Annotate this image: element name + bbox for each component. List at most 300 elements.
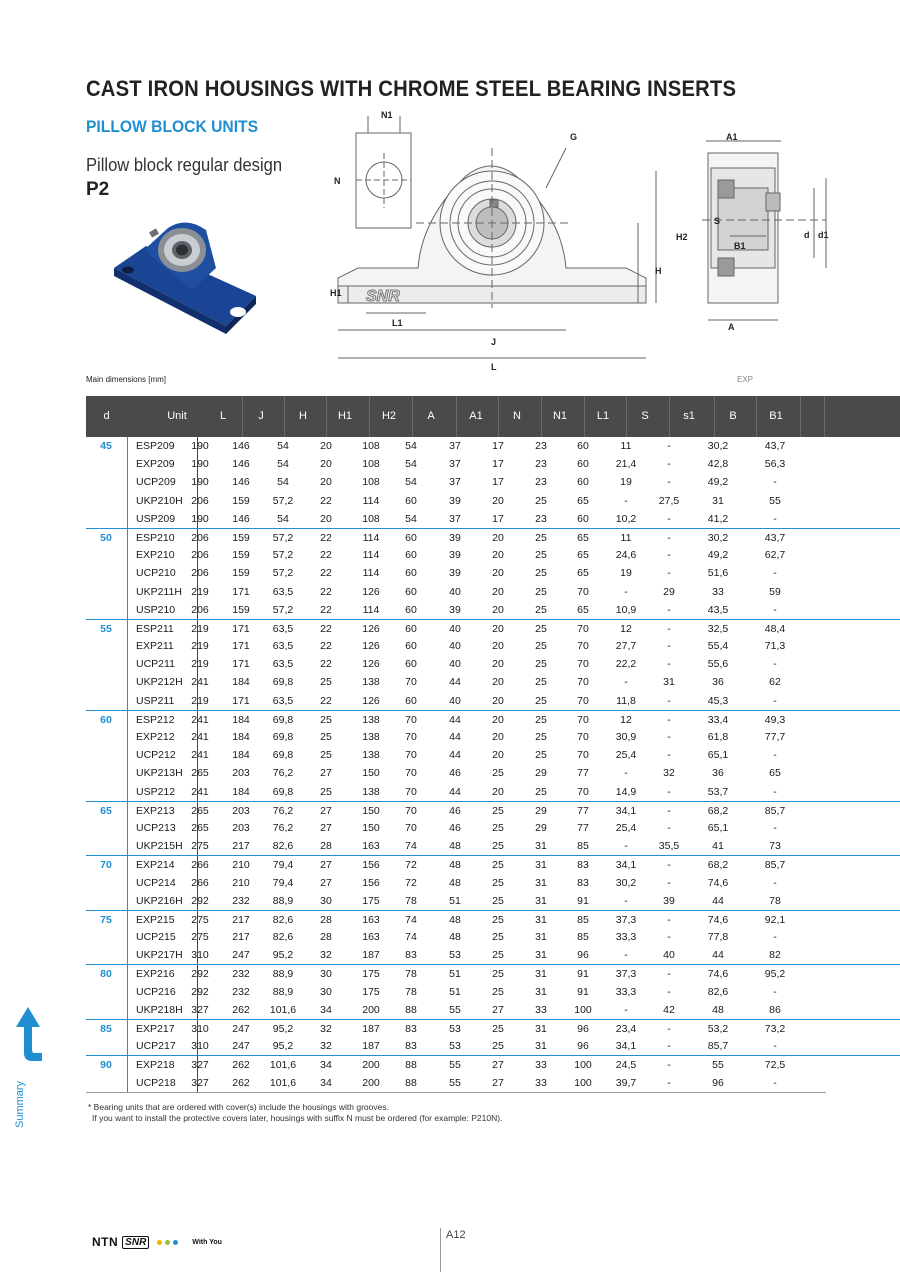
- cell-h2: 163: [362, 913, 380, 926]
- cell-l: 219: [191, 694, 209, 707]
- cell-h: 88,9: [272, 894, 294, 907]
- cell-a1: 55: [449, 1059, 461, 1072]
- cell-h1: 25: [320, 785, 332, 798]
- column-header-b1: B1: [769, 410, 783, 422]
- cell-a1: 37: [449, 458, 461, 471]
- cell-l1: 85: [577, 913, 589, 926]
- cell-h1: 25: [320, 731, 332, 743]
- unit-code: ESP212: [136, 713, 175, 726]
- unit-code: USP209: [136, 512, 176, 525]
- cell-n: 25: [492, 1023, 504, 1035]
- cell-h2: 126: [362, 585, 380, 598]
- cell-n: 25: [492, 804, 504, 817]
- cell-l: 265: [191, 767, 209, 780]
- cell-s: 30,2: [615, 876, 637, 889]
- cell-l: 266: [191, 876, 209, 889]
- cell-h1: 25: [320, 676, 332, 689]
- cell-s: -: [624, 676, 628, 689]
- cell-b1: 43,7: [764, 440, 786, 452]
- cell-a: 78: [405, 894, 417, 907]
- cell-a1: 55: [449, 1003, 461, 1016]
- cell-b: 44: [712, 894, 724, 907]
- cell-n: 25: [492, 1040, 504, 1053]
- cell-a1: 51: [449, 894, 461, 907]
- cell-h2: 200: [362, 1003, 380, 1016]
- column-header-l1: L1: [596, 410, 610, 422]
- cell-j: 171: [232, 622, 250, 635]
- cell-b: 33: [712, 585, 724, 598]
- label-a: A: [728, 322, 735, 332]
- cell-h1: 22: [320, 640, 332, 653]
- cell-l1: 100: [574, 1059, 592, 1072]
- cell-l: 241: [191, 749, 209, 762]
- cell-n: 20: [492, 567, 504, 580]
- cell-h2: 114: [362, 567, 380, 580]
- cell-h: 95,2: [272, 949, 294, 962]
- cell-s: 19: [620, 567, 632, 580]
- cell-s: 23,4: [615, 1023, 637, 1035]
- unit-code: EXP216: [136, 968, 175, 981]
- cell-l: 266: [191, 859, 209, 872]
- cell-h2: 108: [362, 440, 380, 452]
- cell-n: 17: [492, 476, 504, 489]
- cell-a1: 40: [449, 640, 461, 653]
- cell-a1: 39: [449, 567, 461, 580]
- cell-n1: 29: [535, 821, 547, 834]
- cell-s: -: [624, 494, 628, 507]
- cell-j: 159: [232, 603, 250, 616]
- cell-j: 203: [232, 767, 250, 780]
- cell-l1: 70: [577, 731, 589, 743]
- unit-code: UCP214: [136, 876, 176, 889]
- cell-s: -: [624, 767, 628, 780]
- cell-s: 39,7: [615, 1076, 637, 1089]
- cell-a: 74: [405, 840, 417, 853]
- label-b1: B1: [734, 241, 746, 251]
- cell-h2: 138: [362, 785, 380, 798]
- table-row: [86, 673, 900, 691]
- table-row: [86, 801, 900, 819]
- cell-a: 60: [405, 622, 417, 635]
- cell-a1: 48: [449, 913, 461, 926]
- unit-code: ESP209: [136, 440, 175, 452]
- cell-n1: 31: [535, 931, 547, 944]
- cell-b1: -: [773, 567, 777, 580]
- cell-n1: 25: [535, 640, 547, 653]
- cell-n1: 31: [535, 1040, 547, 1053]
- cell-j: 171: [232, 658, 250, 671]
- bore-diameter: 50: [100, 531, 112, 544]
- cell-n1: 25: [535, 731, 547, 743]
- cell-a: 70: [405, 731, 417, 743]
- unit-code: USP210: [136, 603, 176, 616]
- cell-a1: 40: [449, 658, 461, 671]
- cell-n: 17: [492, 458, 504, 471]
- cell-b1: 77,7: [764, 731, 786, 743]
- cell-a: 70: [405, 749, 417, 762]
- table-row: [86, 510, 900, 528]
- cell-s: 33,3: [615, 931, 637, 944]
- cell-h: 76,2: [272, 804, 294, 817]
- cell-j: 171: [232, 694, 250, 707]
- cell-n1: 33: [535, 1076, 547, 1089]
- table-row: [86, 728, 900, 746]
- cell-h1: 20: [320, 440, 332, 452]
- cell-j: 184: [232, 731, 250, 743]
- footnote-line-2: If you want to install the protective covers later, housings with suffix N must be ordered (for example: P210N).: [92, 1113, 503, 1123]
- brand-emboss: SNR: [366, 288, 400, 305]
- cell-l1: 70: [577, 694, 589, 707]
- header-divider: [756, 396, 757, 437]
- cell-h: 88,9: [272, 968, 294, 981]
- cell-n1: 25: [535, 549, 547, 562]
- table-row: [86, 837, 900, 855]
- unit-code: UKP216H: [136, 894, 183, 907]
- cell-n: 20: [492, 694, 504, 707]
- yellow-dot: [157, 1240, 162, 1245]
- cell-l: 275: [191, 931, 209, 944]
- cell-b: 65,1: [707, 749, 729, 762]
- cell-h: 76,2: [272, 821, 294, 834]
- cell-l1: 60: [577, 458, 589, 471]
- cell-h: 82,6: [272, 840, 294, 853]
- table-row: [86, 783, 900, 801]
- unit-code: UKP212H: [136, 676, 183, 689]
- unit-code: UCP216: [136, 985, 176, 998]
- cell-j: 262: [232, 1003, 250, 1016]
- cell-l1: 96: [577, 949, 589, 962]
- cell-b1: -: [773, 658, 777, 671]
- cell-a1: 53: [449, 949, 461, 962]
- cell-s1: -: [667, 1040, 671, 1053]
- unit-code: UKP211H: [136, 585, 182, 598]
- cell-b: 41,2: [707, 512, 729, 525]
- unit-code: UCP211: [136, 658, 175, 671]
- cell-h: 82,6: [272, 931, 294, 944]
- cell-n1: 25: [535, 603, 547, 616]
- cell-h2: 200: [362, 1076, 380, 1089]
- cell-h2: 175: [362, 985, 380, 998]
- cell-h1: 34: [320, 1003, 332, 1016]
- cell-l1: 70: [577, 622, 589, 635]
- header-divider: [498, 396, 499, 437]
- cell-l: 241: [191, 731, 209, 743]
- cell-n: 25: [492, 767, 504, 780]
- cell-a1: 48: [449, 859, 461, 872]
- cell-b: 77,8: [707, 931, 729, 944]
- cell-s1: -: [667, 913, 671, 926]
- cell-n: 25: [492, 840, 504, 853]
- unit-code: UKP210H: [136, 494, 183, 507]
- cell-l1: 65: [577, 531, 589, 544]
- cell-n1: 31: [535, 840, 547, 853]
- cell-s1: -: [667, 749, 671, 762]
- cell-h: 57,2: [272, 494, 294, 507]
- cell-a1: 44: [449, 785, 461, 798]
- table-row: [86, 692, 900, 710]
- cell-h1: 22: [320, 549, 332, 562]
- cell-b1: 73: [769, 840, 781, 853]
- unit-code: EXP215: [136, 913, 175, 926]
- cell-j: 247: [232, 949, 250, 962]
- column-header-s1: s1: [683, 410, 695, 422]
- cell-s: 19: [620, 476, 632, 489]
- cell-a: 83: [405, 1023, 417, 1035]
- table-row: [86, 983, 900, 1001]
- cell-h1: 30: [320, 894, 332, 907]
- footer-brand: [92, 1234, 222, 1250]
- cell-l: 310: [191, 1040, 209, 1053]
- cell-a: 88: [405, 1076, 417, 1089]
- cell-a1: 39: [449, 531, 461, 544]
- cell-h1: 25: [320, 749, 332, 762]
- cell-j: 146: [232, 476, 250, 489]
- cell-s1: -: [667, 859, 671, 872]
- table-row: [86, 546, 900, 564]
- table-row: [86, 764, 900, 782]
- cell-n: 20: [492, 749, 504, 762]
- header-divider: [242, 396, 243, 437]
- cell-b1: 55: [769, 494, 781, 507]
- unit-code: UKP218H: [136, 1003, 183, 1016]
- cell-h1: 32: [320, 949, 332, 962]
- cell-h2: 108: [362, 512, 380, 525]
- cell-s1: -: [667, 512, 671, 525]
- cell-a: 60: [405, 658, 417, 671]
- cell-a1: 44: [449, 713, 461, 726]
- cell-b: 55,4: [707, 640, 729, 653]
- cell-a: 72: [405, 876, 417, 889]
- cell-h2: 150: [362, 767, 380, 780]
- cell-n: 25: [492, 913, 504, 926]
- cell-a: 70: [405, 676, 417, 689]
- cell-s1: -: [667, 694, 671, 707]
- cell-a: 60: [405, 494, 417, 507]
- cell-h1: 20: [320, 512, 332, 525]
- cell-b1: 56,3: [764, 458, 786, 471]
- cell-n1: 25: [535, 658, 547, 671]
- cell-n1: 25: [535, 494, 547, 507]
- cell-n1: 23: [535, 512, 547, 525]
- cell-l: 275: [191, 913, 209, 926]
- cell-a: 70: [405, 713, 417, 726]
- unit-code: UCP217: [136, 1040, 176, 1053]
- cell-h1: 22: [320, 567, 332, 580]
- cell-h2: 138: [362, 713, 380, 726]
- cell-b: 30,2: [707, 440, 729, 452]
- cell-l: 292: [191, 968, 209, 981]
- cell-l1: 60: [577, 476, 589, 489]
- unit-code: EXP211: [136, 640, 174, 653]
- cell-n1: 31: [535, 1023, 547, 1035]
- cell-s: 37,3: [615, 968, 637, 981]
- cell-l: 190: [191, 440, 209, 452]
- cell-a: 54: [405, 440, 417, 452]
- cell-l: 219: [191, 640, 209, 653]
- cell-l: 206: [191, 531, 209, 544]
- summary-arrow-icon[interactable]: [10, 1005, 46, 1065]
- cell-s1: -: [667, 658, 671, 671]
- table-row: [86, 819, 900, 837]
- cell-j: 203: [232, 804, 250, 817]
- cell-h: 54: [277, 458, 289, 471]
- cell-l1: 91: [577, 968, 589, 981]
- cell-s1: -: [667, 1023, 671, 1035]
- cell-s1: -: [667, 567, 671, 580]
- cell-h2: 138: [362, 749, 380, 762]
- cell-j: 217: [232, 913, 250, 926]
- cell-s1: -: [667, 531, 671, 544]
- cell-l1: 83: [577, 859, 589, 872]
- brand-dots-icon: [157, 1240, 178, 1245]
- cell-l: 190: [191, 458, 209, 471]
- header-divider: [584, 396, 585, 437]
- cell-s: 11: [620, 531, 632, 544]
- unit-code: EXP213: [136, 804, 175, 817]
- cell-a1: 40: [449, 585, 461, 598]
- cell-a1: 53: [449, 1040, 461, 1053]
- cell-s: -: [624, 949, 628, 962]
- table-row: [86, 855, 900, 873]
- cell-s: 33,3: [615, 985, 637, 998]
- cell-n: 17: [492, 512, 504, 525]
- cell-s: 22,2: [615, 658, 637, 671]
- cell-j: 210: [232, 859, 250, 872]
- cell-l: 190: [191, 476, 209, 489]
- cell-n1: 31: [535, 949, 547, 962]
- cell-l: 241: [191, 676, 209, 689]
- cell-a1: 48: [449, 931, 461, 944]
- column-header-n: N: [513, 410, 521, 422]
- cell-a: 54: [405, 476, 417, 489]
- cell-h2: 163: [362, 931, 380, 944]
- cell-l1: 70: [577, 713, 589, 726]
- cell-n: 25: [492, 821, 504, 834]
- column-header-h1: H1: [337, 410, 353, 422]
- unit-code: UCP215: [136, 931, 176, 944]
- cell-h2: 126: [362, 640, 380, 653]
- cell-s1: 31: [663, 676, 675, 689]
- bore-diameter: 90: [100, 1059, 112, 1072]
- cell-j: 184: [232, 785, 250, 798]
- cell-s1: -: [667, 622, 671, 635]
- cell-h1: 30: [320, 985, 332, 998]
- table-row: [86, 528, 900, 546]
- cell-n: 20: [492, 603, 504, 616]
- cell-h2: 108: [362, 458, 380, 471]
- cell-s: -: [624, 1003, 628, 1016]
- cell-n: 25: [492, 949, 504, 962]
- cell-b: 43,5: [707, 603, 729, 616]
- cell-s1: 39: [663, 894, 675, 907]
- cell-s: 10,9: [615, 603, 637, 616]
- cell-j: 232: [232, 894, 250, 907]
- cell-b: 74,6: [707, 913, 729, 926]
- cell-b: 74,6: [707, 968, 729, 981]
- cell-b1: 73,2: [764, 1023, 786, 1035]
- cell-n1: 25: [535, 585, 547, 598]
- cell-h1: 22: [320, 603, 332, 616]
- column-header-n1: N1: [552, 410, 568, 422]
- cell-n1: 23: [535, 458, 547, 471]
- cell-h2: 108: [362, 476, 380, 489]
- cell-a1: 39: [449, 603, 461, 616]
- cell-b1: 48,4: [764, 622, 786, 635]
- column-header-j: J: [258, 410, 264, 422]
- cell-a1: 48: [449, 876, 461, 889]
- cell-h2: 163: [362, 840, 380, 853]
- cell-l: 310: [191, 949, 209, 962]
- cell-a: 83: [405, 949, 417, 962]
- unit-code: EXP214: [136, 859, 175, 872]
- cell-n: 25: [492, 894, 504, 907]
- cell-h: 69,8: [272, 713, 294, 726]
- cell-b1: 71,3: [764, 640, 786, 653]
- table-row: [86, 601, 900, 619]
- label-l1: L1: [392, 318, 403, 328]
- cell-b: 30,2: [707, 531, 729, 544]
- cell-n1: 31: [535, 968, 547, 981]
- cell-h1: 22: [320, 494, 332, 507]
- cell-h1: 27: [320, 859, 332, 872]
- column-header-s: S: [641, 410, 649, 422]
- unit-code: EXP217: [136, 1023, 175, 1035]
- cell-a1: 55: [449, 1076, 461, 1089]
- label-l: L: [491, 362, 497, 372]
- label-n: N: [334, 176, 341, 186]
- exp-label: EXP: [737, 375, 754, 384]
- cell-h: 69,8: [272, 785, 294, 798]
- cell-b1: 49,3: [764, 713, 786, 726]
- table-row: [86, 619, 900, 637]
- table-row: [86, 1001, 900, 1019]
- cell-a: 60: [405, 603, 417, 616]
- cell-h1: 22: [320, 531, 332, 544]
- cell-s: -: [624, 894, 628, 907]
- summary-link[interactable]: Summary: [14, 1080, 26, 1128]
- table-row: [86, 1074, 900, 1092]
- cell-h2: 126: [362, 622, 380, 635]
- cell-b1: 59: [769, 585, 781, 598]
- cell-a: 88: [405, 1059, 417, 1072]
- header-divider: [669, 396, 670, 437]
- cell-n1: 25: [535, 531, 547, 544]
- unit-code: EXP209: [136, 458, 175, 471]
- cell-a: 72: [405, 859, 417, 872]
- cell-b: 36: [712, 767, 724, 780]
- cell-b: 53,2: [707, 1023, 729, 1035]
- cell-l1: 100: [574, 1076, 592, 1089]
- cell-s: 34,1: [615, 804, 637, 817]
- cell-a1: 44: [449, 749, 461, 762]
- cell-s1: 40: [663, 949, 675, 962]
- unit-code: UKP215H: [136, 840, 183, 853]
- cell-l1: 77: [577, 804, 589, 817]
- label-h: H: [655, 266, 662, 276]
- cell-n: 27: [492, 1059, 504, 1072]
- cell-b1: 92,1: [764, 913, 786, 926]
- header-divider: [541, 396, 542, 437]
- header-divider: [824, 396, 825, 437]
- cell-l1: 91: [577, 985, 589, 998]
- label-d: d: [804, 230, 810, 240]
- cell-s1: 27,5: [658, 494, 680, 507]
- section-subtitle: PILLOW BLOCK UNITS: [86, 117, 259, 136]
- cell-h: 69,8: [272, 676, 294, 689]
- column-header-l: L: [219, 410, 227, 422]
- cell-h1: 28: [320, 931, 332, 944]
- cell-b1: -: [773, 603, 777, 616]
